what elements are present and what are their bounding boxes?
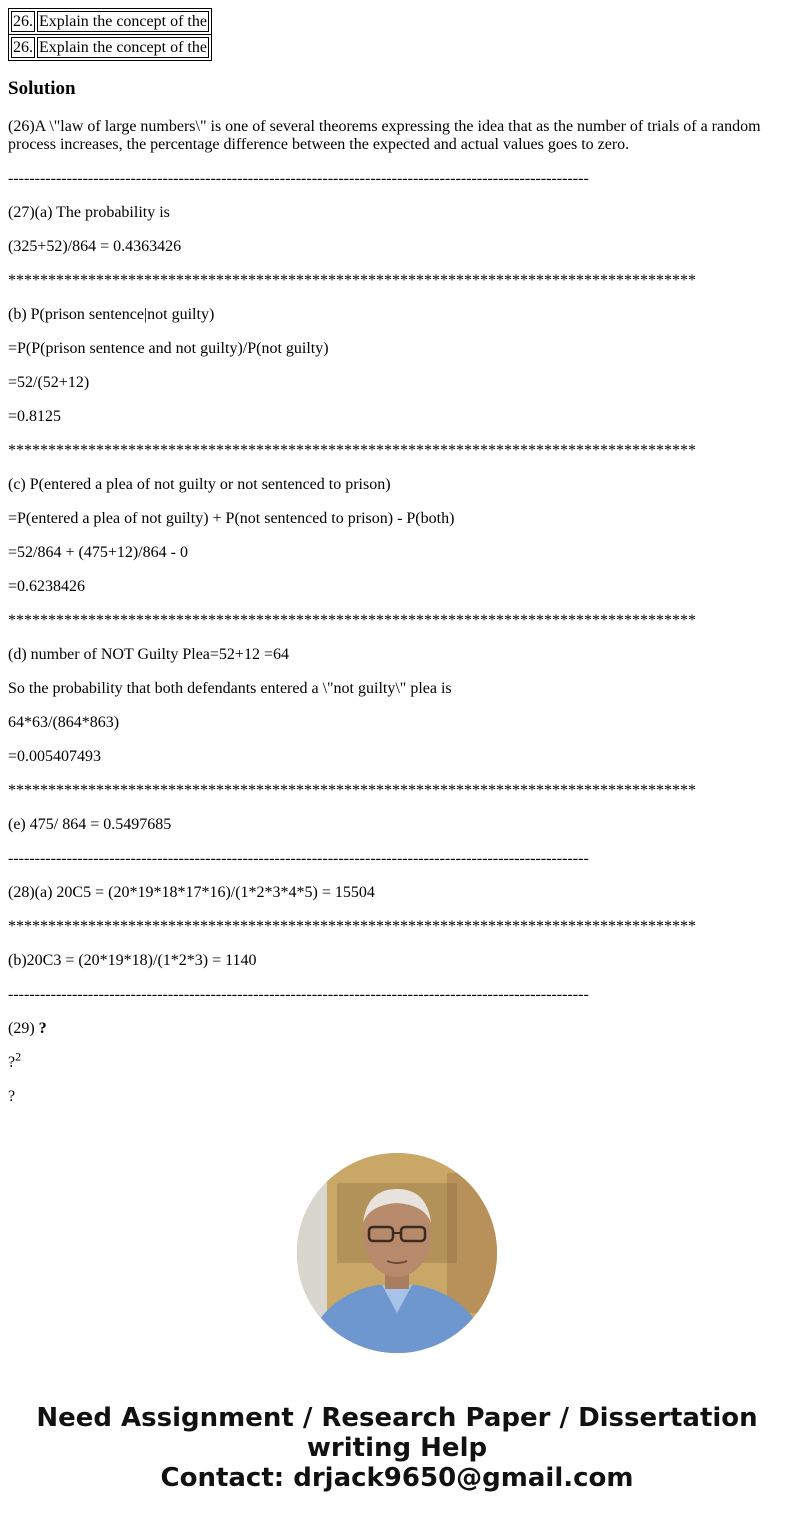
answer-29-sup: 2 — [15, 1049, 22, 1064]
answer-27d: (d) number of NOT Guilty Plea=52+12 =64 — [8, 646, 289, 663]
question-number: 26. — [13, 39, 33, 56]
answer-27c-step: =P(entered a plea of not guilty) + P(not sentenced to prison) - P(both) — [8, 510, 455, 527]
question-text: Explain the concept of the — [37, 11, 209, 32]
answer-29-base: ? — [8, 1054, 16, 1071]
answer-27e: (e) 475/ 864 = 0.5497685 — [8, 816, 172, 833]
author-avatar — [297, 1153, 497, 1353]
answer-27d-step: 64*63/(864*863) — [8, 714, 120, 731]
question-text: Explain the concept of the — [37, 37, 209, 58]
answer-27d-result: =0.005407493 — [8, 748, 102, 765]
answer-27d-step: So the probability that both defendants entered a \"not guilty\" plea is — [8, 680, 452, 697]
separator: ************************************************************************************** — [8, 272, 696, 289]
answer-27b-step: =P(P(prison sentence and not guilty)/P(not guilty) — [8, 340, 329, 357]
separator: ------------------------------------------------------------------------------------------------------------- — [8, 170, 589, 187]
separator: ************************************************************************************** — [8, 442, 696, 459]
answer-28a: (28)(a) 20C5 = (20*19*18*17*16)/(1*2*3*4*5) = 15504 — [8, 884, 375, 901]
question-number: 26. — [13, 13, 33, 30]
footer-line: Need Assignment / Research Paper / Dissertation — [36, 1403, 758, 1433]
footer-line: writing Help — [306, 1433, 488, 1463]
answer-27c: (c) P(entered a plea of not guilty or not sentenced to prison) — [8, 476, 391, 493]
answer-29-mark: ? — [38, 1020, 47, 1037]
answer-27c-step: =52/864 + (475+12)/864 - 0 — [8, 544, 188, 561]
footer-contact: Contact: drjack9650@gmail.com — [160, 1463, 634, 1493]
answer-27b: (b) P(prison sentence|not guilty) — [8, 306, 215, 323]
question-table — [8, 34, 212, 61]
answer-27c-result: =0.6238426 — [8, 578, 86, 595]
footer-banner — [0, 1403, 794, 1493]
separator: ************************************************************************************** — [8, 782, 696, 799]
answer-27b-result: =0.8125 — [8, 408, 62, 425]
answer-27a: (27)(a) The probability is — [8, 204, 170, 221]
answer-27a-calc: (325+52)/864 = 0.4363426 — [8, 238, 182, 255]
answer-26: (26)A \"law of large numbers\" is one of several theorems expressing the idea that as the number of trials of a random process increases, the percentage difference between the expected and actual values goes to zero. — [8, 118, 761, 153]
solution-body — [8, 118, 786, 1122]
separator: ************************************************************************************** — [8, 918, 696, 935]
answer-29-label: (29) — [8, 1020, 39, 1037]
question-table — [8, 8, 212, 35]
answer-28b: (b)20C3 = (20*19*18)/(1*2*3) = 1140 — [8, 952, 257, 969]
solution-heading: Solution — [8, 78, 76, 99]
separator: ------------------------------------------------------------------------------------------------------------- — [8, 986, 589, 1003]
person-portrait-icon — [297, 1153, 497, 1353]
answer-29 — [8, 1020, 786, 1038]
separator: ************************************************************************************** — [8, 612, 696, 629]
answer-27b-step: =52/(52+12) — [8, 374, 90, 391]
answer-29-line2 — [8, 1049, 786, 1072]
separator: ------------------------------------------------------------------------------------------------------------- — [8, 850, 589, 867]
answer-29-line3: ? — [8, 1088, 16, 1105]
